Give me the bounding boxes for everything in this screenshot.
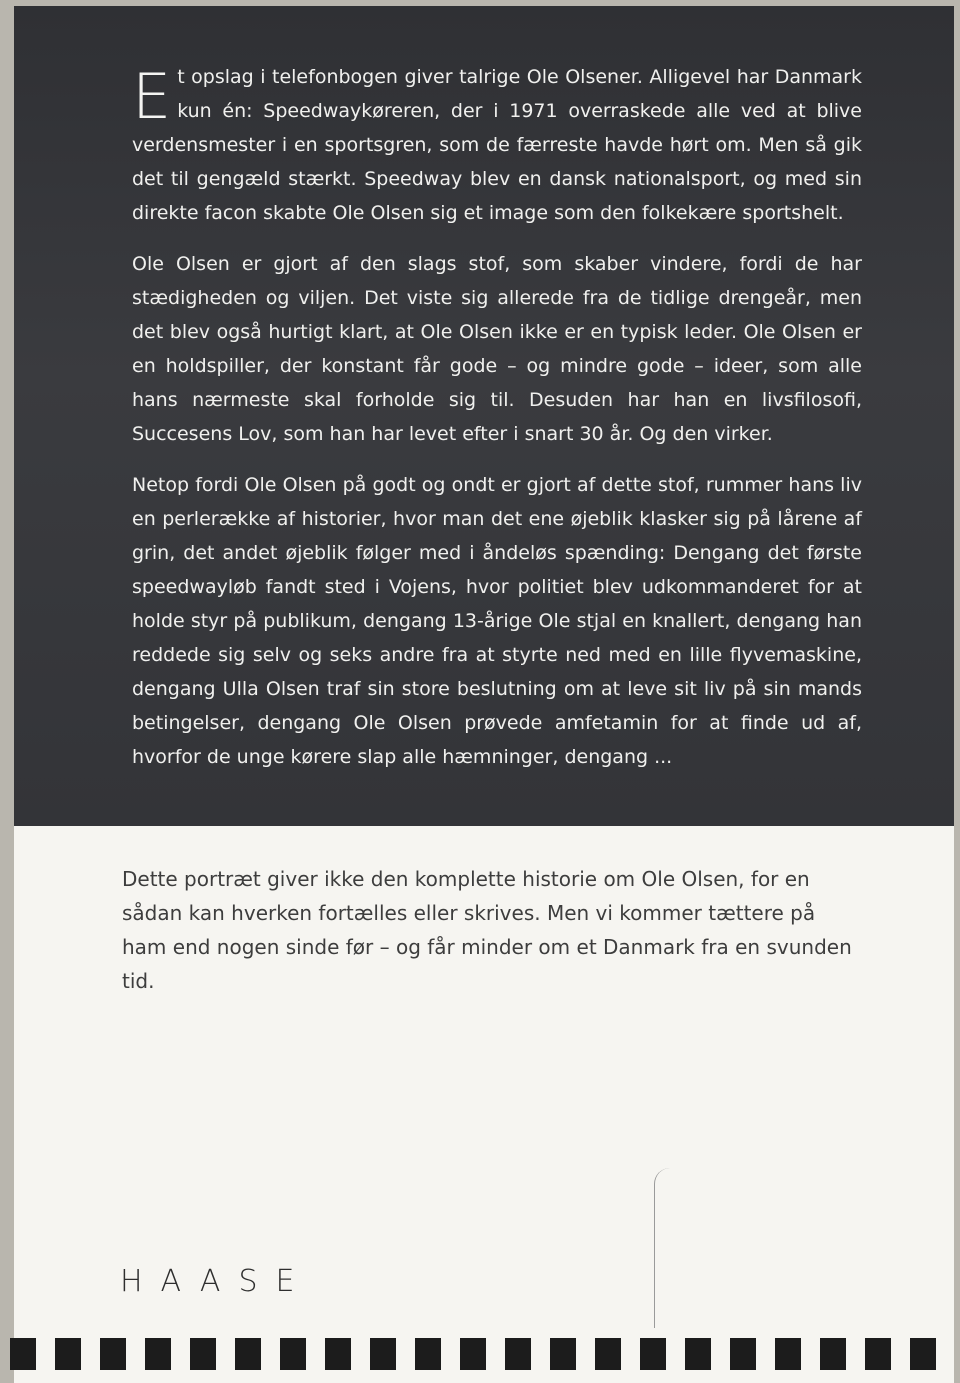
blurb-paragraph-3: Netop fordi Ole Olsen på godt og ondt er gjort af dette stof, rummer hans liv en perlerække af historier, hvor man det ene øjeblik klasker sig på lårene af grin, det andet øjeblik følger med i åndeløs spænding: Dengang det første speedwayløb fandt sted i Vojens, hvor politiet blev udkommanderet for at holde styr på publikum, dengang 13-årige Ole stjal en knallert, dengang han reddede sig selv og seks andre fra at styrte ned med en lille flyvemaskine, dengang Ulla Olsen traf sin store beslutning om at leve sit liv på sin mands betingelser, dengang Ole Olsen prøvede amfetamin for at finde ud af, hvorfor de unge kørere slap alle hæmninger, dengang ... — [132, 474, 862, 768]
bar-block — [280, 1338, 306, 1370]
bar-block — [865, 1338, 891, 1370]
publisher-logo: HAASE — [120, 1264, 313, 1299]
bar-block — [55, 1338, 81, 1370]
bar-block — [910, 1338, 936, 1370]
bar-block — [505, 1338, 531, 1370]
bar-block — [730, 1338, 756, 1370]
drop-cap: E — [132, 60, 172, 133]
bar-block — [820, 1338, 846, 1370]
blurb-paragraph-1-text: t opslag i telefonbogen giver talrige Ole Olsener. Alligevel har Danmark kun én: Speedwaykøreren, der i 1971 overraskede alle ved at blive verdensmester i en sportsgren, som de færreste havde hørt om. Men så gik det til gengæld stærkt. Speedway blev en dansk nationalsport, og med sin direkte facon skabte Ole Olsen sig et image som den folkekære sportshelt. — [132, 66, 862, 224]
bar-block — [550, 1338, 576, 1370]
bar-block — [325, 1338, 351, 1370]
blurb-dark-panel — [14, 6, 954, 826]
bar-block — [100, 1338, 126, 1370]
blurb-paragraph-2: Ole Olsen er gjort af den slags stof, som skaber vindere, fordi de har stædigheden og viljen. Det viste sig allerede fra de tidlige drengeår, men det blev også hurtigt klart, at Ole Olsen ikke er en typisk leder. Ole Olsen er en holdspiller, der konstant får gode – og mindre gode – ideer, som alle hans nærmeste skal forholde sig til. Desuden har han en livsfilosofi, Succesens Lov, som han har levet efter i snart 30 år. Og den virker. — [132, 253, 862, 445]
bar-block — [775, 1338, 801, 1370]
blurb-text — [132, 60, 862, 791]
bar-block — [595, 1338, 621, 1370]
price-sticker-outline — [654, 1168, 674, 1328]
bar-block — [145, 1338, 171, 1370]
bar-block — [10, 1338, 36, 1370]
bar-block — [685, 1338, 711, 1370]
bar-block — [415, 1338, 441, 1370]
bar-block — [370, 1338, 396, 1370]
checker-bar-strip — [0, 1338, 960, 1383]
closing-paragraph: Dette portræt giver ikke den komplette historie om Ole Olsen, for en sådan kan hverken fortælles eller skrives. Men vi kommer tættere på ham end nogen sinde før – og får minder om et Danmark fra en svunden tid. — [122, 867, 852, 993]
blurb-paragraph-1 — [132, 60, 862, 230]
bar-block — [190, 1338, 216, 1370]
book-back-cover — [14, 6, 954, 1383]
bar-block — [460, 1338, 486, 1370]
bar-block — [235, 1338, 261, 1370]
bar-block — [640, 1338, 666, 1370]
